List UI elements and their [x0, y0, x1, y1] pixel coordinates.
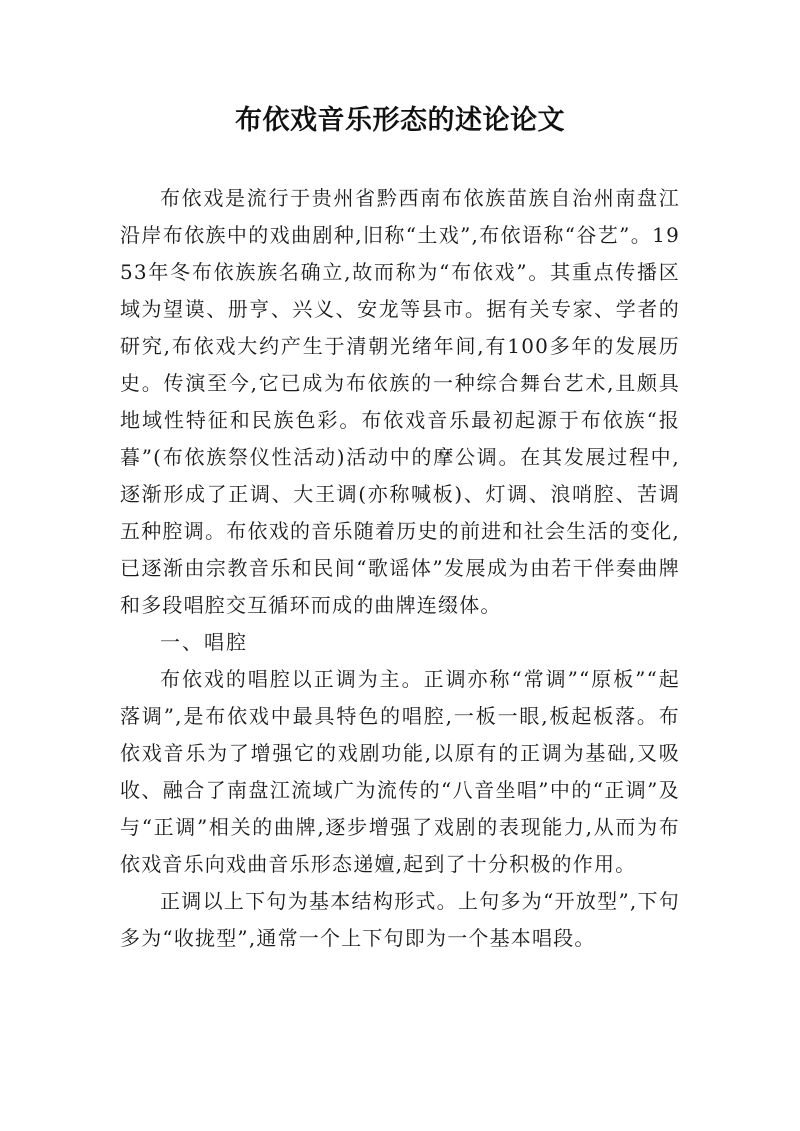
section-heading-singing: 一、唱腔	[160, 630, 248, 654]
document-body	[120, 180, 680, 957]
structure-paragraph: 正调以上下句为基本结构形式。上句多为“开放型”,下句多为“收拢型”,通常一个上下句即为一个基本唱段。	[120, 889, 680, 950]
intro-paragraph: 布依戏是流行于贵州省黔西南布依族苗族自治州南盘江沿岸布依族中的戏曲剧种,旧称“土戏”,布依语称“谷艺”。1953年冬布依族族名确立,故而称为“布依戏”。其重点传播区域为望谟、册亨、兴义、安龙等县市。据有关专家、学者的研究,布依戏大约产生于清朝光绪年间,有100多年的发展历史。传演至今,它已成为布依族的一种综合舞台艺术,且颇具地域性特征和民族色彩。布依戏音乐最初起源于布依族“报暮”(布依族祭仪性活动)活动中的摩公调。在其发展过程中,逐渐形成了正调、大王调(亦称喊板)、灯调、浪哨腔、苦调五种腔调。布依戏的音乐随着历史的前进和社会生活的变化,已逐渐由宗教音乐和民间“歌谣体”发展成为由若干伴奏曲牌和多段唱腔交互循环而成的曲牌连缀体。	[120, 186, 680, 617]
singing-paragraph: 布依戏的唱腔以正调为主。正调亦称“常调”“原板”“起落调”,是布依戏中最具特色的唱腔,一板一眼,板起板落。布依戏音乐为了增强它的戏剧功能,以原有的正调为基础,又吸收、融合了南盘江流域广为流传的“八音坐唱”中的“正调”及与“正调”相关的曲牌,逐步增强了戏剧的表现能力,从而为布依戏音乐向戏曲音乐形态递嬗,起到了十分积极的作用。	[120, 667, 680, 876]
document-title: 布依戏音乐形态的述论论文	[235, 105, 565, 136]
